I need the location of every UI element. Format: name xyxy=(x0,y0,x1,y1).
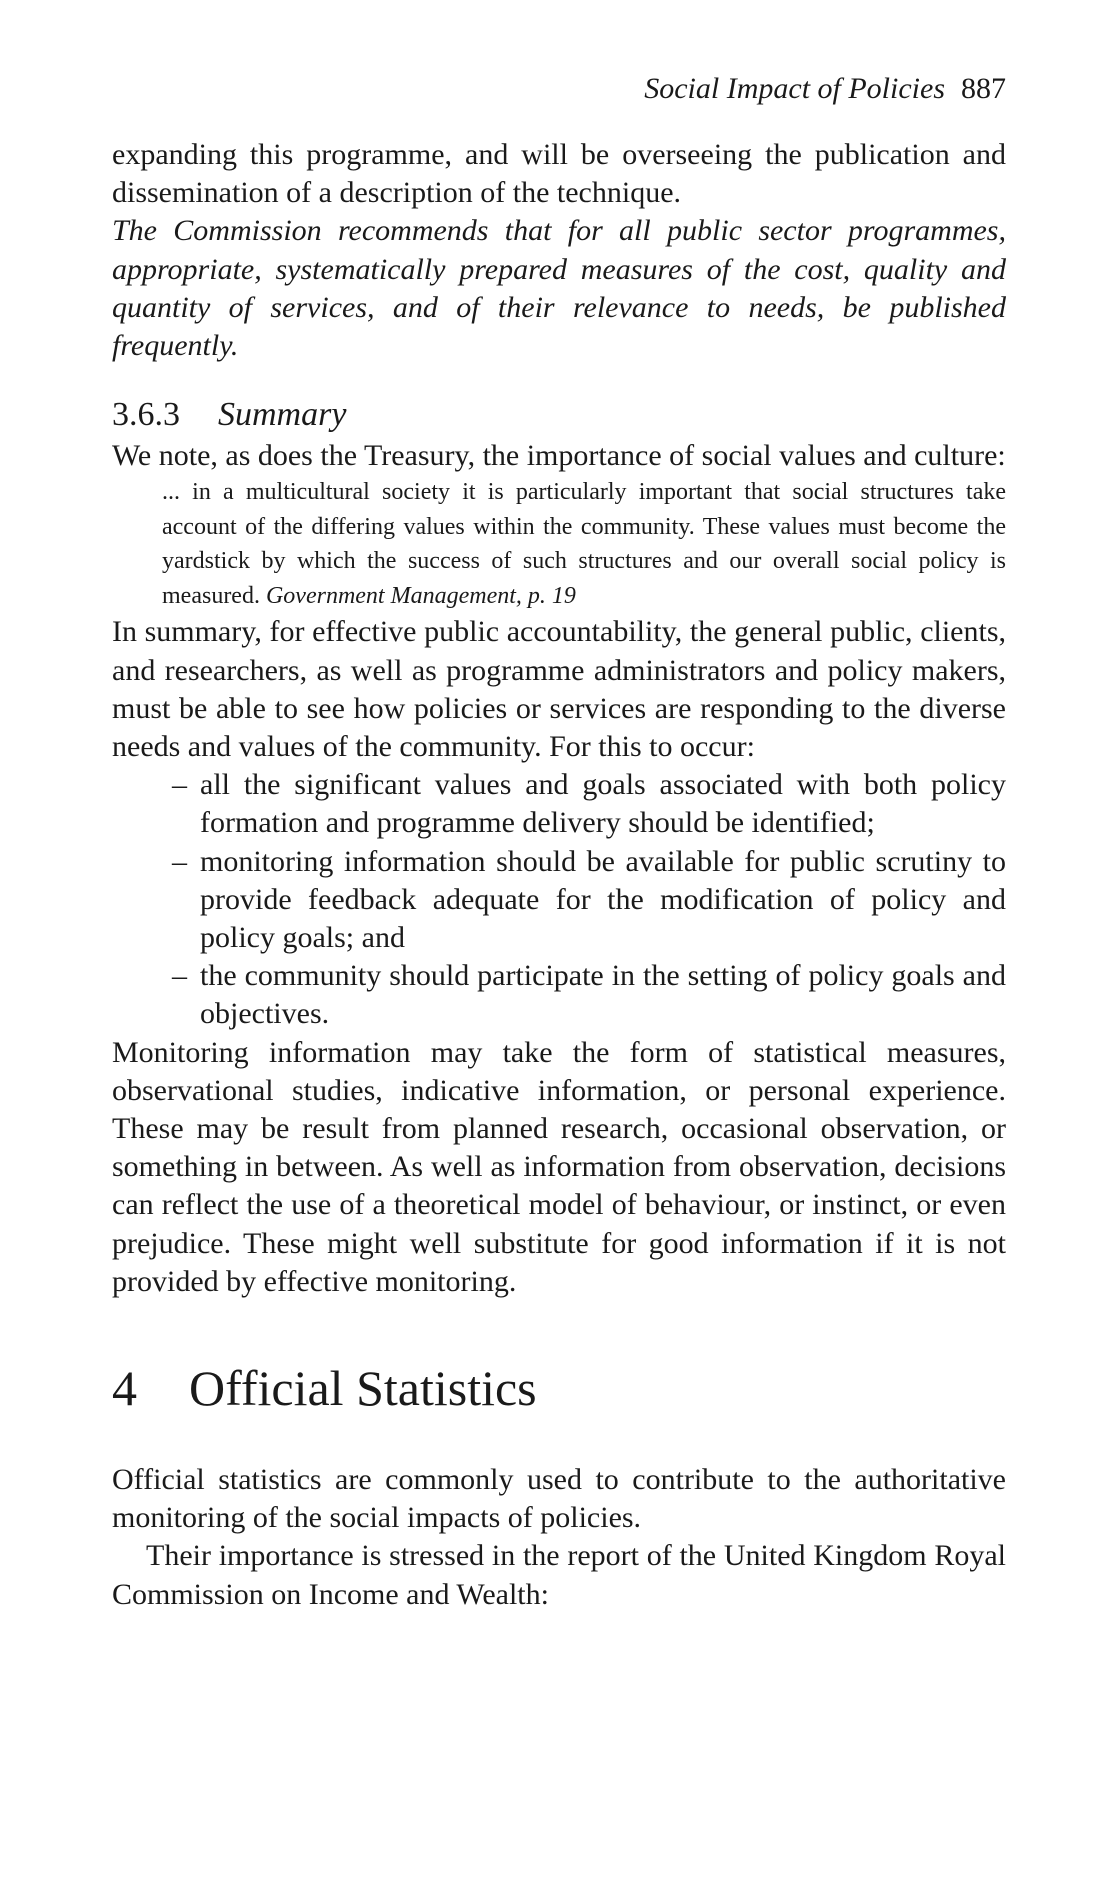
running-head-title: Social Impact of Policies xyxy=(644,72,945,105)
royal-commission-paragraph: Their importance is stressed in the report of the United Kingdom Royal Commission on Income and Wealth: xyxy=(112,1539,1006,1611)
list-item-text: all the significant values and goals associated with both policy formation and programme delivery should be identified; xyxy=(200,768,1006,840)
list-marker: – xyxy=(172,959,187,993)
summary-intro: We note, as does the Treasury, the importance of social values and culture: xyxy=(112,439,1006,473)
monitoring-paragraph: Monitoring information may take the form of statistical measures, observational studies, indicative information, or personal experience. These may be result from planned research, occasional observation, or something in between. As well as information from observation, decisions can reflect the use of a theoretical model of behaviour, or instinct, or even prejudice. These might well substitute for good information if it is not provided by effective monitoring. xyxy=(112,1035,1006,1298)
official-statistics-paragraph: Official statistics are commonly used to contribute to the authoritative monitoring of the social impacts of policies. xyxy=(112,1463,1006,1535)
block-quote-citation: Government Management, p. 19 xyxy=(265,582,576,609)
summary-paragraph: In summary, for effective public accountability, the general public, clients, and researchers, as well as programme administrators and policy makers, must be able to see how policies or services are responding to the diverse needs and values of the community. For this to occur: xyxy=(112,615,1006,764)
block-quote xyxy=(162,475,1006,613)
section-heading xyxy=(112,1357,1006,1419)
list-marker: – xyxy=(172,844,187,878)
section-number: 4 xyxy=(112,1360,137,1417)
block-quote-text: ... in a multicultural society it is particularly important that social structures take account of the differing values within the community. These values must become the yardstick by which the success of such structures and our overall social policy is measured. xyxy=(162,479,1006,609)
list-item xyxy=(112,766,1006,842)
list-marker: – xyxy=(172,768,187,802)
paragraph-continued: expanding this programme, and will be overseeing the publication and dissemination of a description of the technique. xyxy=(112,138,1006,210)
page-number: 887 xyxy=(961,72,1006,105)
subsection-number: 3.6.3 xyxy=(112,396,180,434)
subsection-title: Summary xyxy=(218,396,347,434)
list-item xyxy=(112,957,1006,1033)
page-body xyxy=(112,68,1006,1614)
list-item-text: the community should participate in the setting of policy goals and objectives. xyxy=(200,959,1006,1031)
requirements-list xyxy=(112,766,1006,1033)
subsection-heading xyxy=(112,393,1006,437)
list-item-text: monitoring information should be available for public scrutiny to provide feedback adequate for the modification of policy and policy goals; and xyxy=(200,844,1006,955)
commission-recommendation: The Commission recommends that for all public sector programmes, appropriate, systematically prepared measures of the cost, quality and quantity of services, and of their relevance to needs, be published frequently. xyxy=(112,214,1006,363)
list-item xyxy=(112,843,1006,958)
section-title: Official Statistics xyxy=(189,1360,537,1417)
